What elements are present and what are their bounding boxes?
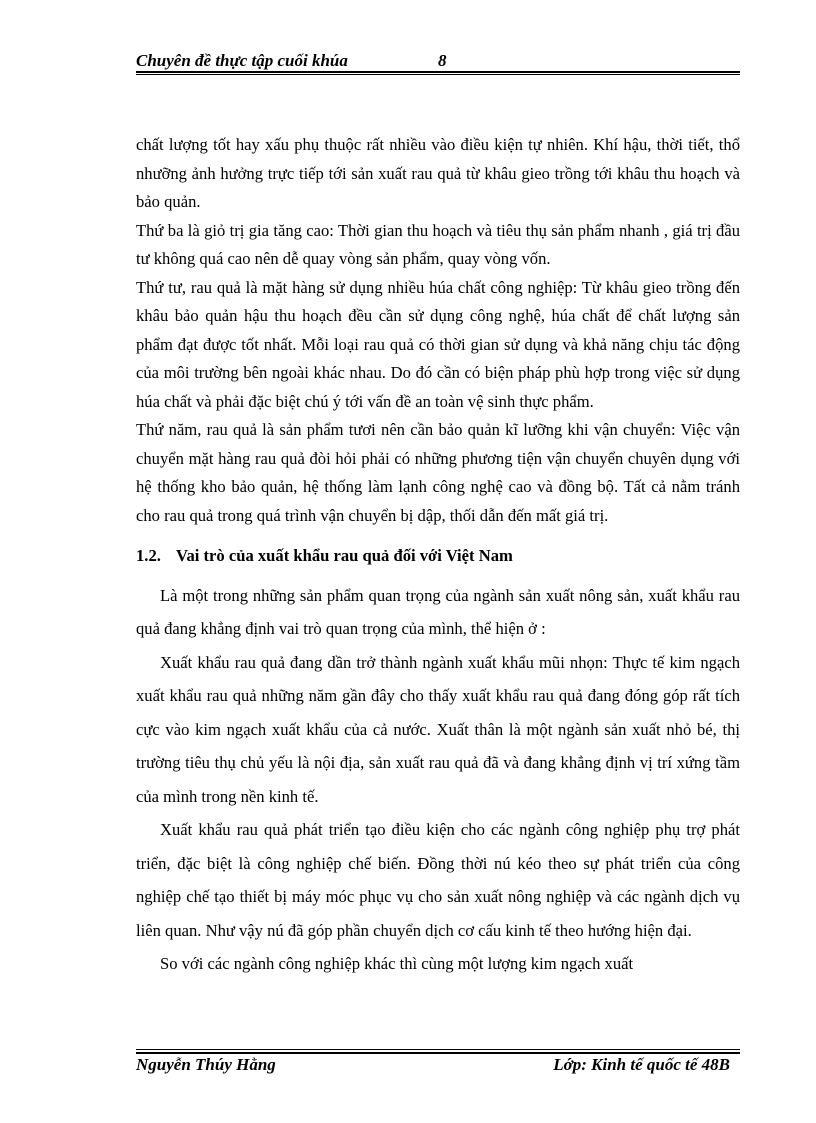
section-content bbox=[136, 579, 740, 981]
body-paragraph: Thứ ba là giỏ trị gia tăng cao: Thời gian thu hoạch và tiêu thụ sản phẩm nhanh , giá trị đầu tư không quá cao nên dễ quay vòng sản phẩm, quay vòng vốn. bbox=[136, 220, 740, 268]
section-title: Vai trò của xuất khẩu rau quả đối với Việt Nam bbox=[176, 546, 513, 565]
section-heading bbox=[136, 542, 740, 571]
body-paragraph: Là một trong những sản phẩm quan trọng của ngành sản xuất nông sản, xuất khẩu rau quả đang khẳng định vai trò quan trọng của mình, thể hiện ở : bbox=[136, 585, 740, 638]
footer-rule-thin bbox=[136, 1049, 740, 1050]
author-name: Nguyễn Thúy Hằng bbox=[136, 1055, 276, 1074]
document-title: Chuyên đề thực tập cuối khúa bbox=[136, 51, 348, 70]
body-paragraph: So với các ngành công nghiệp khác thì cùng một lượng kim ngạch xuất bbox=[160, 954, 634, 973]
page-body bbox=[136, 131, 740, 981]
body-paragraph: Thứ năm, rau quả là sản phẩm tươi nên cần bảo quản kĩ lưỡng khi vận chuyển: Việc vận chuyển mặt hàng rau quả đòi hỏi phải có những phương tiện vận chuyển chuyên dụng với hệ thống kho bảo quản, hệ thống làm lạnh công nghệ cao và đồng bộ. Tất cả nằm tránh cho rau quả trong quá trình vận chuyển bị dập, thối dẫn đến mất giá trị. bbox=[136, 420, 740, 525]
body-paragraph: chất lượng tốt hay xấu phụ thuộc rất nhiều vào điều kiện tự nhiên. Khí hậu, thời tiết, thổ nhưỡng ảnh hưởng trực tiếp tới sản xuất rau quả từ khâu gieo trồng tới khâu thu hoạch và bảo quản. bbox=[136, 135, 740, 211]
page-header bbox=[136, 50, 740, 72]
page-number: 8 bbox=[438, 51, 447, 70]
section-number: 1.2. bbox=[136, 546, 161, 565]
body-paragraph: Xuất khẩu rau quả đang dần trở thành ngành xuất khẩu mũi nhọn: Thực tế kim ngạch xuất khẩu rau quả những năm gần đây cho thấy xuất khẩu rau quả đang đóng góp rất tích cực vào kim ngạch xuất khẩu của cả nước. Xuất thân là một ngành sản xuất nhỏ bé, thị trường tiêu thụ chủ yếu là nội địa, sản xuất rau quả đã và đang khẳng định vị trí xứng tầm của mình trong nền kinh tế. bbox=[136, 652, 740, 806]
header-rule bbox=[136, 71, 740, 73]
class-label: Lớp: Kinh tế quốc tế 48B bbox=[553, 1055, 730, 1074]
body-paragraph: Xuất khẩu rau quả phát triển tạo điều kiện cho các ngành công nghiệp phụ trợ phát triển, đặc biệt là công nghiệp chế biến. Đồng thời nú kéo theo sự phát triển của công nghiệp chế tạo thiết bị máy móc phục vụ cho sản xuất nông nghiệp và các ngành dịch vụ liên quan. Như vậy nú đã góp phần chuyển dịch cơ cấu kinh tế theo hướng hiện đại. bbox=[136, 820, 740, 940]
body-paragraph: Thứ tư, rau quả là mặt hàng sử dụng nhiều húa chất công nghiệp: Từ khâu gieo trồng đến khâu bảo quản hậu thu hoạch đều cần sử dụng công nghệ, húa chất để chất lượng sản phẩm đạt được tốt nhất. Mỗi loại rau quả có thời gian sử dụng và khả năng chịu tác động của môi trường bên ngoài khác nhau. Do đó cần có biện pháp phù hợp trong việc sử dụng húa chất và phải đặc biệt chú ý tới vấn đề an toàn vệ sinh thực phẩm. bbox=[136, 277, 740, 411]
footer-rule bbox=[136, 1052, 740, 1054]
page-footer bbox=[136, 1055, 740, 1079]
header-rule-thin bbox=[136, 74, 740, 75]
